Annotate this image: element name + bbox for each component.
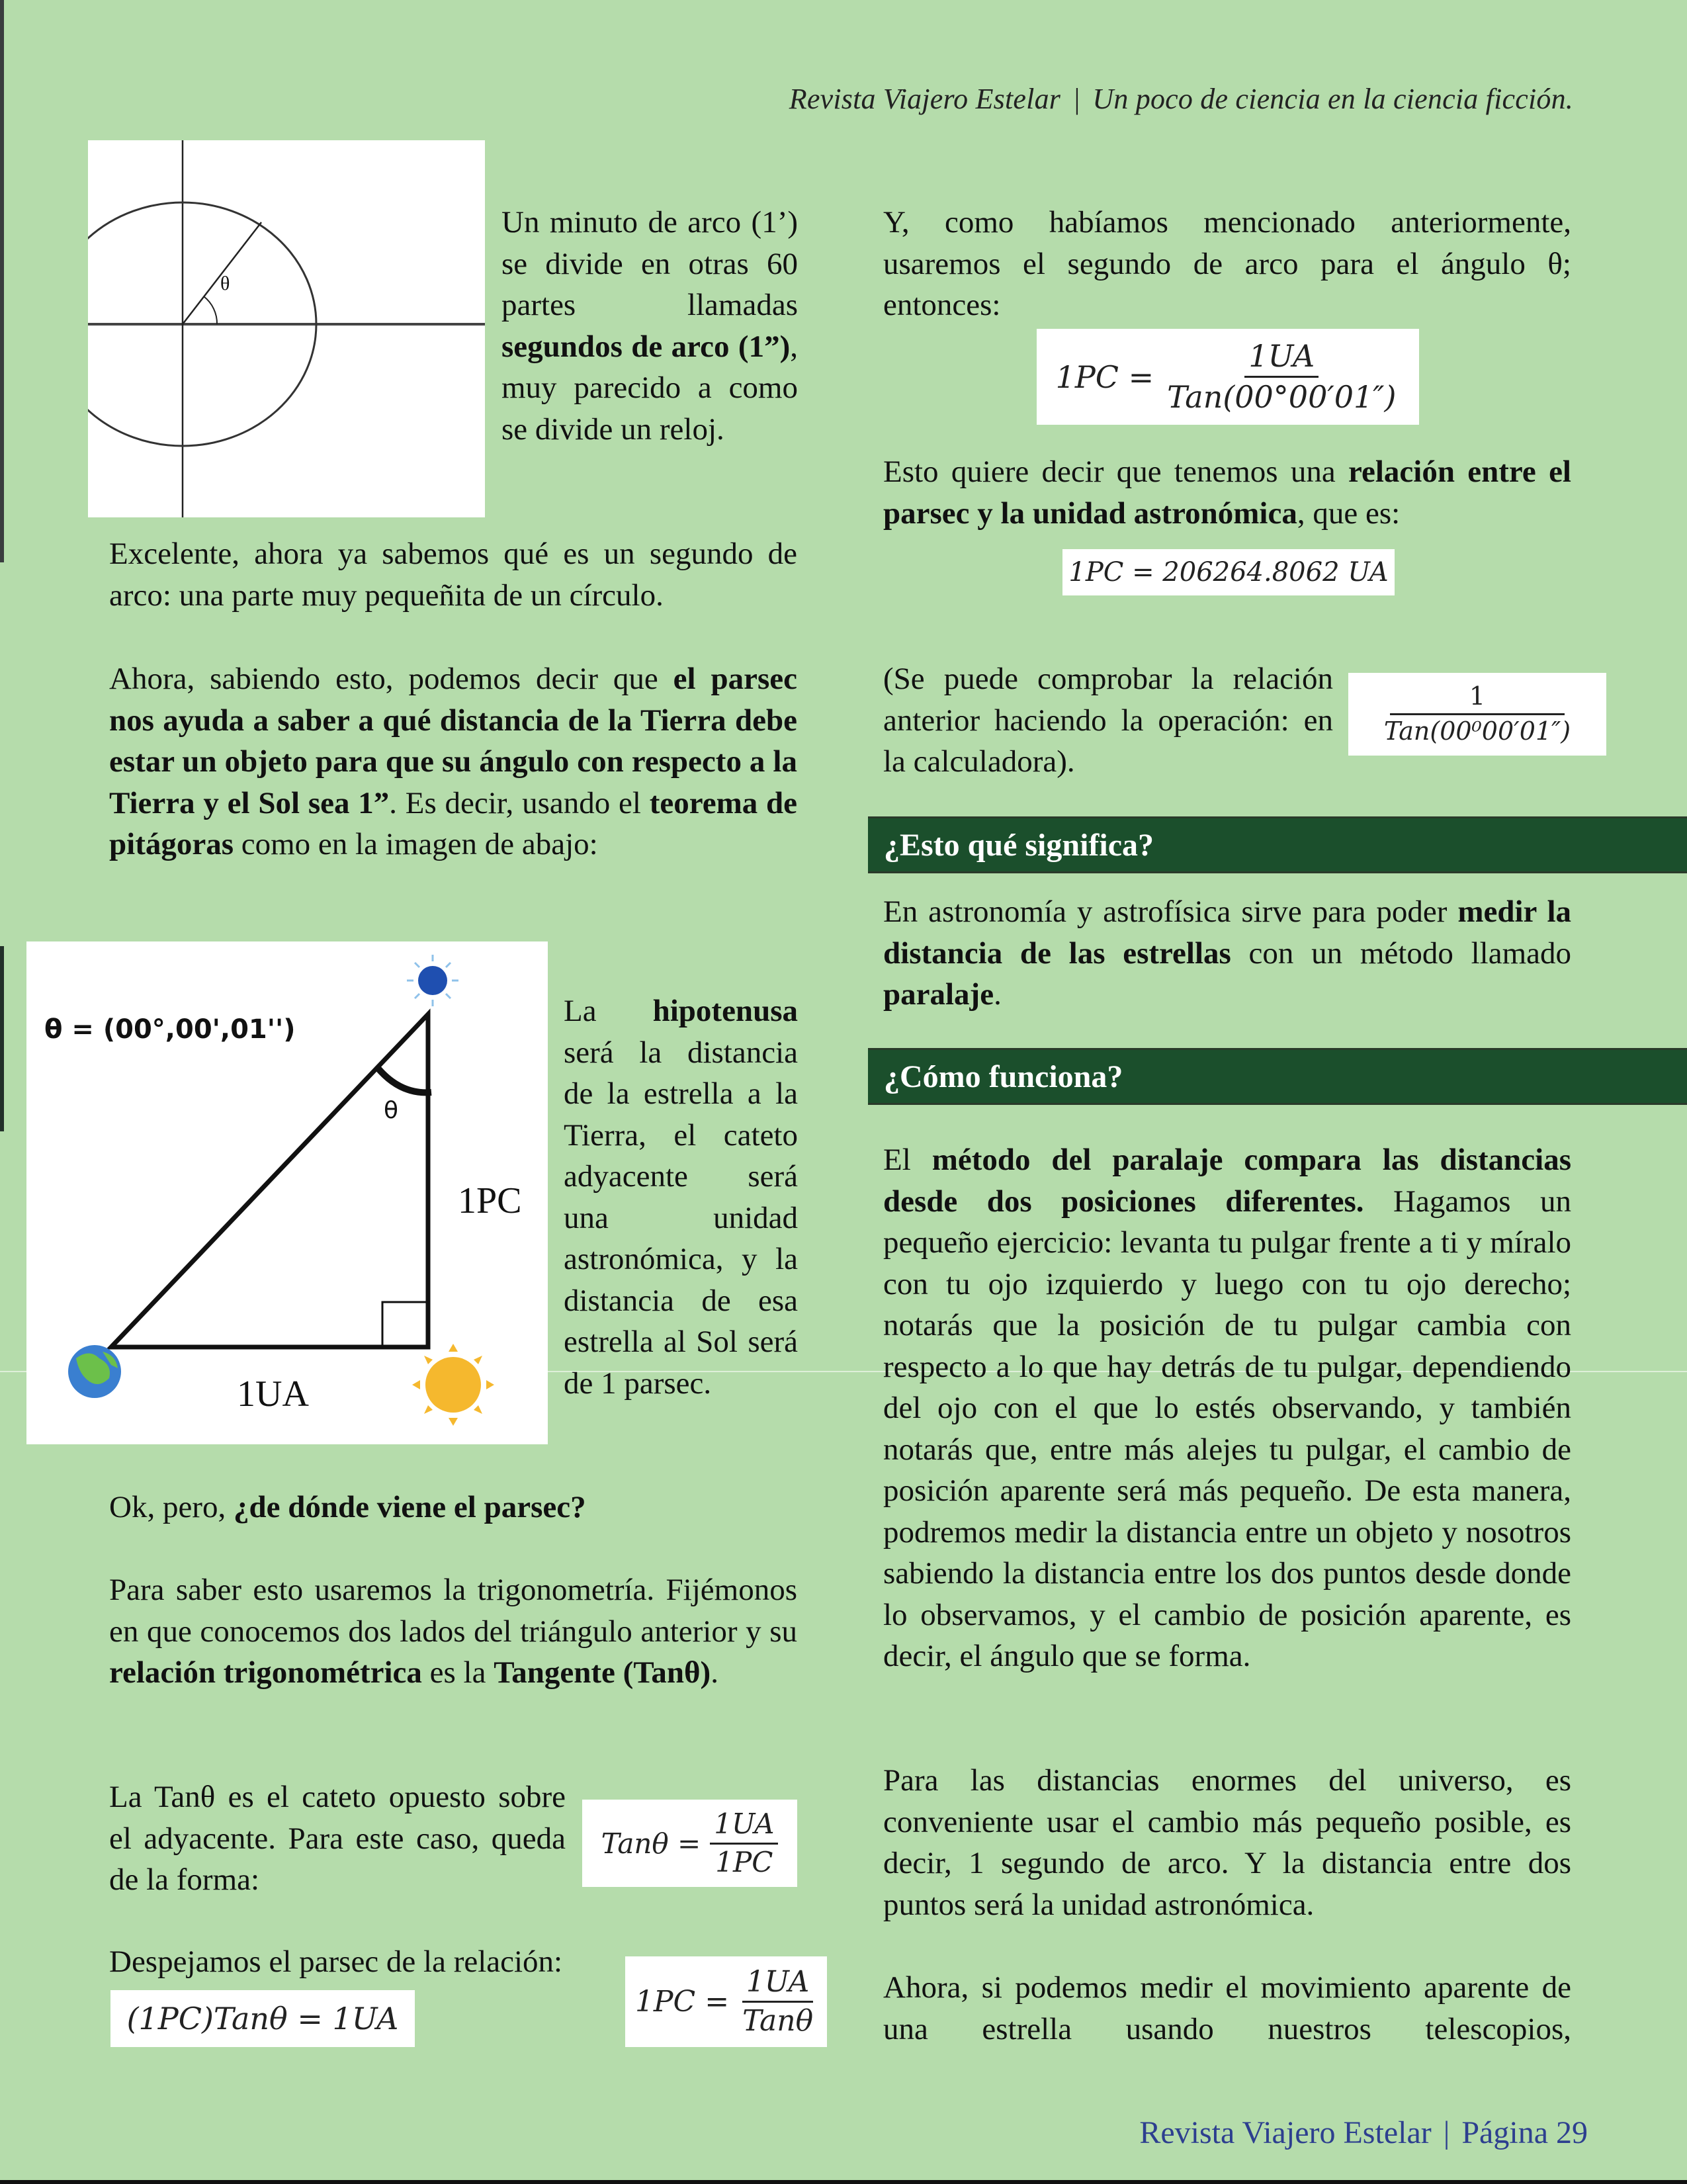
denominator: Tanθ <box>742 2004 814 2038</box>
page-number: Página 29 <box>1461 2115 1588 2150</box>
text-run: Ahora, sabiendo esto, podemos decir que <box>109 662 673 696</box>
text-run: . <box>994 977 1002 1012</box>
bold-run: teorema de pitágoras <box>109 785 797 861</box>
circle-arc-figure <box>88 140 485 517</box>
text-run: será la distancia de la estrella a la Tierra, el cateto adyacente será una unidad astronómica, y la distancia de esa estrella al Sol será de 1 parsec. <box>564 1035 798 1401</box>
fraction <box>1163 339 1400 414</box>
bold-run: método del paralaje compara las distancias desde dos posiciones diferentes. <box>883 1143 1571 1219</box>
bold-run: medir la distancia de las estrellas <box>883 895 1572 971</box>
text-run: Ok, pero, <box>109 1490 234 1524</box>
text-run: con un método llamado <box>1231 936 1571 971</box>
text-run: . <box>711 1655 718 1690</box>
comprobar-paragraph: (Se puede comprobar la relación anterior haciendo la operación: en la calculadora). <box>883 662 1333 779</box>
bold-run: paralaje <box>883 977 994 1012</box>
footer-magazine: Revista Viajero Estelar <box>1139 2115 1432 2150</box>
bold-run: relación trigonométrica <box>109 1655 422 1690</box>
side-1ua-label: 1UA <box>237 1374 309 1415</box>
hipotenusa-paragraph <box>564 990 798 1404</box>
bold-run: ¿de dónde viene el parsec? <box>233 1490 586 1524</box>
text-run: La <box>564 994 653 1028</box>
value-equation-box: 1PC = 206264.8062 UA <box>1062 549 1395 595</box>
ok-pero-paragraph <box>109 1487 797 1528</box>
ahora-paragraph <box>109 658 797 865</box>
tan-equation-box <box>582 1800 797 1887</box>
text-run: . Es decir, usando el <box>389 785 650 820</box>
fraction <box>710 1809 778 1877</box>
running-header <box>789 82 1573 116</box>
tan-paragraph: La Tanθ es el cateto opuesto sobre el adyacente. Para este caso, queda de la forma: <box>109 1780 566 1897</box>
numerator: 1UA <box>710 1809 778 1844</box>
section-header-significa: ¿Esto qué significa? <box>868 816 1687 873</box>
circle-theta-label: θ <box>220 273 230 294</box>
triangle-parsec-figure <box>26 941 548 1444</box>
denominator: Tan(00°00′01″) <box>1167 379 1397 415</box>
text-run: como en la imagen de abajo: <box>234 827 598 861</box>
denominator: 1PC <box>715 1845 773 1878</box>
bold-run: Tangente (Tanθ) <box>494 1655 711 1690</box>
numerator: 1UA <box>1244 339 1319 378</box>
numerator: 1UA <box>742 1966 814 2003</box>
header-separator: | <box>1072 83 1081 115</box>
sun-icon <box>412 1344 494 1426</box>
fraction <box>1380 683 1575 746</box>
text-run: El <box>883 1143 932 1177</box>
ahora-si-paragraph: Ahora, si podemos medir el movimiento aparente de una estrella usando nuestros telescopios, <box>883 1970 1571 2046</box>
footer-separator: | <box>1443 2115 1450 2150</box>
despejamos-paragraph: Despejamos el parsec de la relación: <box>109 1944 563 1979</box>
text-run: Esto quiere decir que tenemos una <box>883 455 1348 489</box>
fraction <box>738 1966 817 2038</box>
distancias-paragraph: Para las distancias enormes del universo, es conveniente usar el cambio más pequeño posible, es decir, 1 segundo de arco. Y la distancia entre dos puntos será la unidad astronómica. <box>883 1763 1571 1922</box>
circle-diagram-icon <box>88 140 485 517</box>
check-equation-box <box>1348 673 1606 756</box>
solved-equation-box <box>625 1956 827 2047</box>
text-run: es la <box>421 1655 494 1690</box>
como-habiamos-paragraph: Y, como habíamos mencionado anteriormente, usaremos el segundo de arco para el ángulo θ; entonces: <box>883 205 1571 322</box>
text-run: Un minuto de arco (1’) se divide en otras 60 partes llamadas <box>501 205 798 322</box>
bold-run: el parsec nos ayuda a saber a qué distancia de la Tierra debe estar un objeto para que su ángulo con respecto a la Tierra y el Sol sea 1” <box>109 662 797 820</box>
star-icon <box>407 955 458 1006</box>
arc-minute-paragraph <box>501 202 798 450</box>
text-run: En astronomía y astrofísica sirve para poder <box>883 895 1458 929</box>
text-run: Hagamos un pequeño ejercicio: levanta tu pulgar frente a ti y míralo con tu ojo izquierdo y luego con tu ojo derecho; notarás que la posición de tu pulgar cambia con respecto a lo que hay detrás de tu pulgar, dependiendo del ojo con el que lo estés observando, y también notarás que, entre más alejes tu pulgar, el cambio de posición aparente será más pequeño. De esta manera, podremos medir la distancia entre un objeto y nosotros sabiendo la distancia entre los dos puntos desde donde lo observamos, y el cambio de posición aparente, es decir, el ángulo que se forma. <box>883 1184 1571 1673</box>
page-edge-left-lower <box>0 946 4 1131</box>
equation-lhs: 1PC = <box>634 1985 730 2019</box>
denominator: Tan(00⁰00′01″) <box>1383 717 1571 746</box>
relacion-paragraph <box>883 451 1571 534</box>
significa-paragraph <box>883 891 1571 1016</box>
bold-run: hipotenusa <box>652 994 798 1028</box>
parsec-equation-box <box>1037 329 1419 425</box>
header-tagline: Un poco de ciencia en la ciencia ficción. <box>1092 83 1573 115</box>
theta-equation-label: θ = (00°,00',01'') <box>44 1014 296 1045</box>
equation-lhs: Tanθ = <box>601 1827 701 1860</box>
text-run: Para saber esto usaremos la trigonometría. Fijémonos en que conocemos dos lados del triángulo anterior y su <box>109 1573 797 1649</box>
page-edge-left <box>0 0 4 562</box>
funciona-paragraph <box>883 1139 1571 1677</box>
trigonometria-paragraph <box>109 1569 797 1694</box>
text-run: , que es: <box>1297 496 1401 531</box>
bold-run: relación entre el parsec y la unidad astronómica <box>883 455 1571 531</box>
section-header-funciona: ¿Cómo funciona? <box>868 1048 1687 1105</box>
bold-run: segundos de arco (1”) <box>501 329 791 364</box>
product-equation-box: (1PC)Tanθ = 1UA <box>110 1990 415 2047</box>
page-edge-bottom <box>0 2180 1687 2184</box>
header-magazine: Revista Viajero Estelar <box>789 83 1061 115</box>
numerator: 1 <box>1390 683 1565 715</box>
triangle-theta-label: θ <box>384 1097 399 1124</box>
side-1pc-label: 1PC <box>458 1180 522 1221</box>
page-footer <box>1139 2115 1588 2151</box>
excelente-paragraph: Excelente, ahora ya sabemos qué es un segundo de arco: una parte muy pequeñita de un círculo. <box>109 537 797 613</box>
equation-lhs: 1PC = <box>1055 359 1154 395</box>
earth-icon <box>68 1345 121 1398</box>
text-run: , muy parecido a como se divide un reloj. <box>501 329 798 447</box>
